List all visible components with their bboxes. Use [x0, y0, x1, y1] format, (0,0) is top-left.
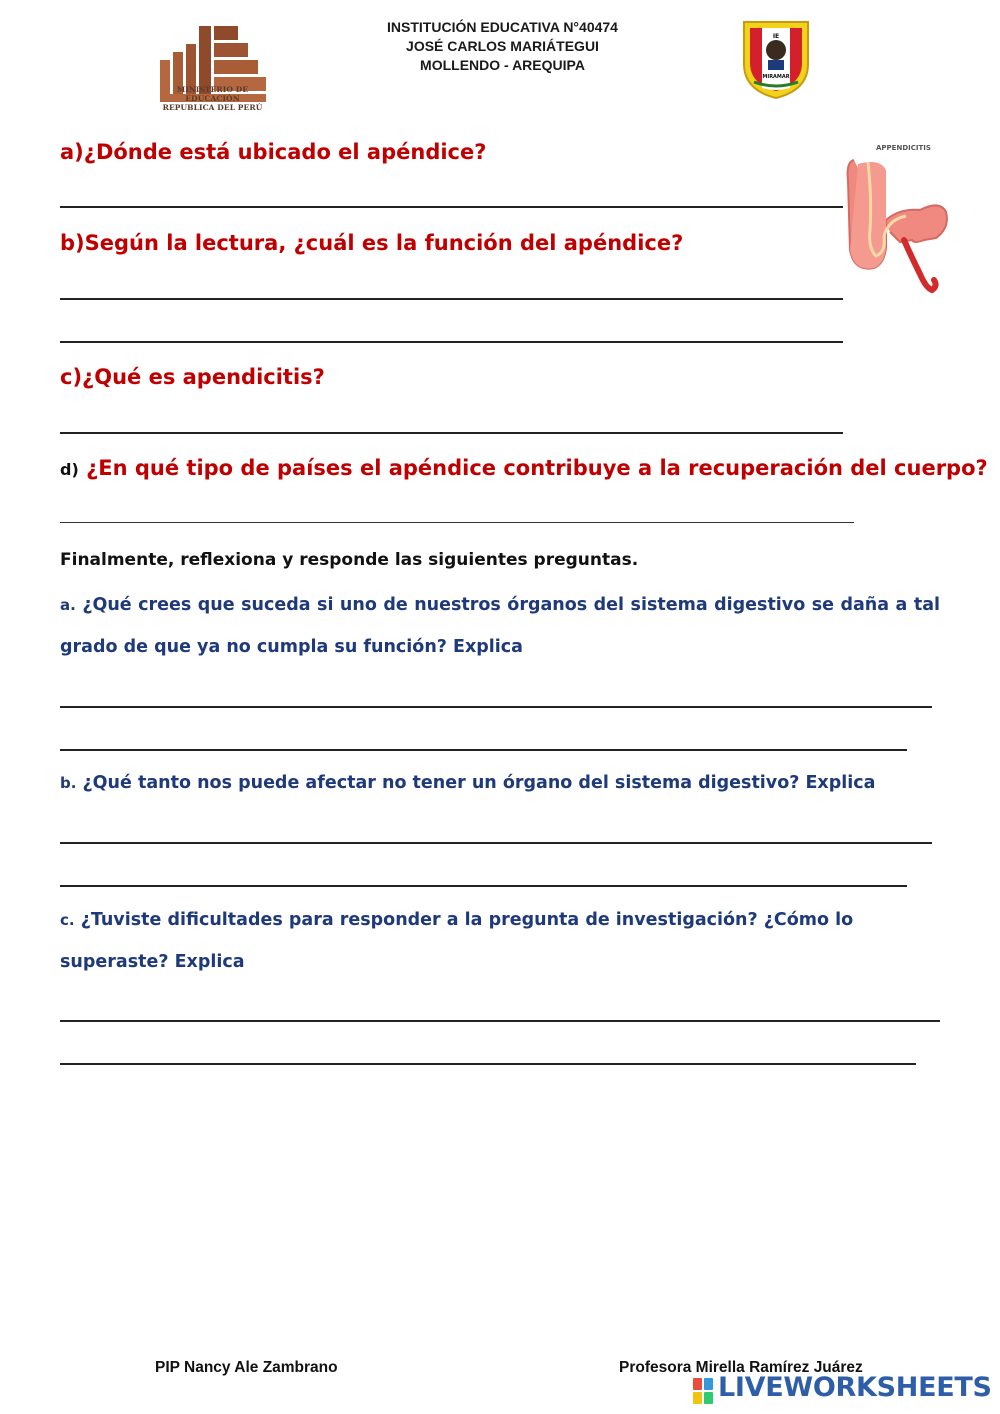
school-header	[330, 18, 675, 75]
answer-line-d[interactable]	[60, 522, 854, 523]
reflection-question-b	[60, 762, 875, 804]
answer-line-b2[interactable]	[60, 341, 843, 343]
question-c: c)¿Qué es apendicitis?	[60, 365, 325, 389]
answer-line-b1[interactable]	[60, 298, 843, 300]
answer-line-c[interactable]	[60, 432, 843, 434]
seal-top-text: IE	[772, 33, 780, 40]
question-d-text: ¿En qué tipo de países el apéndice contribuye a la recuperación del cuerpo?	[86, 456, 988, 480]
reflection-c-text: ¿Tuviste dificultades para responder a la pregunta de investigación? ¿Cómo lo superaste? Explica	[60, 910, 854, 972]
reflection-b-text: ¿Qué tanto nos puede afectar no tener un órgano del sistema digestivo? Explica	[82, 773, 876, 793]
ministry-logo-line1: MINISTERIO DE EDUCACIÓN	[176, 85, 249, 103]
school-patron: JOSÉ CARLOS MARIÁTEGUI	[406, 38, 599, 54]
seal-bottom-text: MIRAMAR	[762, 74, 790, 80]
reflection-question-a	[60, 584, 940, 668]
question-b: b)Según la lectura, ¿cuál es la función del apéndice?	[60, 231, 684, 255]
answer-line-rc2[interactable]	[60, 1063, 916, 1065]
reflection-c-prefix: c.	[60, 911, 75, 929]
reflection-question-c	[60, 899, 965, 983]
reflection-intro: Finalmente, reflexiona y responde las siguientes preguntas.	[60, 550, 639, 570]
answer-line-ra2[interactable]	[60, 749, 907, 751]
question-d	[60, 456, 988, 480]
footer-author-right: Profesora Mirella Ramírez Juárez	[619, 1359, 863, 1376]
liveworksheets-brand[interactable]: LIVEWORKSHEETS	[718, 1372, 992, 1403]
illustration-label: APPENDICITIS	[876, 144, 931, 152]
answer-line-ra1[interactable]	[60, 706, 932, 708]
answer-line-rb2[interactable]	[60, 885, 907, 887]
footer-author-left: PIP Nancy Ale Zambrano	[155, 1359, 338, 1376]
answer-line-rb1[interactable]	[60, 842, 932, 844]
answer-line-a[interactable]	[60, 206, 843, 208]
appendix-illustration	[840, 140, 952, 302]
ministry-logo-line2: REPUBLICA DEL PERÚ	[162, 103, 263, 112]
ministry-logo-text	[150, 85, 275, 112]
reflection-a-prefix: a.	[60, 596, 76, 614]
school-location: MOLLENDO - AREQUIPA	[420, 57, 585, 73]
question-a: a)¿Dónde está ubicado el apéndice?	[60, 140, 487, 164]
reflection-a-text: ¿Qué crees que suceda si uno de nuestros órganos del sistema digestivo se daña a tal grado de que ya no cumpla su función? Explica	[60, 595, 940, 657]
question-d-prefix: d)	[60, 460, 79, 479]
reflection-b-prefix: b.	[60, 774, 77, 792]
liveworksheets-logo-icon	[693, 1378, 713, 1404]
school-name: INSTITUCIÓN EDUCATIVA N°40474	[387, 19, 618, 35]
school-seal	[740, 16, 812, 100]
answer-line-rc1[interactable]	[60, 1020, 940, 1022]
